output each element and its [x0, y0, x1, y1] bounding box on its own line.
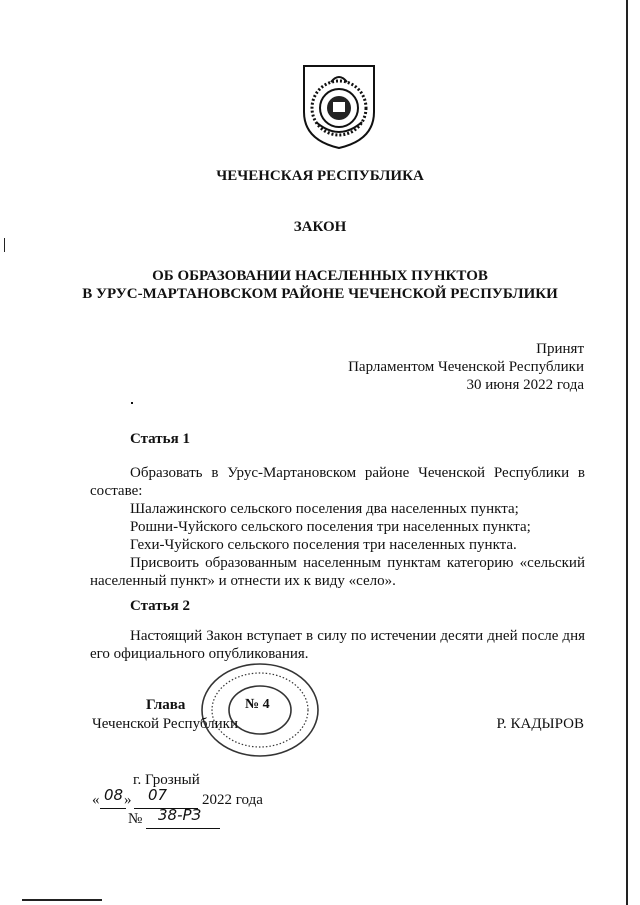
article-2-heading: Статья 2: [130, 598, 190, 614]
article-1-item-3: Гехи-Чуйского сельского поселения три населенных пункта.: [130, 537, 517, 553]
date-close-quote: »: [124, 792, 132, 808]
adoption-parliament: Парламентом Чеченской Республики: [348, 359, 584, 375]
signatory-name: Р. КАДЫРОВ: [496, 716, 584, 732]
date-day-handwritten: 08: [104, 786, 124, 804]
date-day-underline: [100, 808, 126, 809]
scan-edge-right: [626, 0, 628, 905]
article-2-paragraph-line-1: Настоящий Закон вступает в силу по истечении десяти дней после дня: [130, 628, 585, 644]
date-year: 2022 года: [202, 792, 263, 808]
place-of-signing: г. Грозный: [133, 772, 200, 788]
stray-dot: [131, 402, 133, 404]
article-1-paragraph-1-line-1: Образовать в Урус-Мартановском районе Чеченской Республики в: [130, 465, 585, 481]
law-number-underline: [146, 828, 220, 829]
article-1-paragraph-1-line-2: составе:: [90, 483, 143, 499]
date-open-quote: «: [92, 792, 100, 808]
article-1-item-1: Шалажинского сельского поселения два населенных пункта;: [130, 501, 519, 517]
signatory-title-line-2: Чеченской Республики: [92, 716, 238, 732]
adoption-accepted: Принят: [536, 341, 584, 357]
article-1-item-2: Рошни-Чуйского сельского поселения три населенных пункта;: [130, 519, 531, 535]
republic-heading: ЧЕЧЕНСКАЯ РЕСПУБЛИКА: [216, 168, 424, 184]
law-number-prefix: №: [128, 811, 143, 827]
law-number-handwritten: 38-РЗ: [158, 806, 202, 824]
coat-of-arms: [300, 62, 378, 150]
document-type: ЗАКОН: [293, 219, 347, 235]
law-title-line-1: ОБ ОБРАЗОВАНИИ НАСЕЛЕННЫХ ПУНКТОВ: [152, 268, 488, 284]
law-title-line-2: В УРУС-МАРТАНОВСКОМ РАЙОНЕ ЧЕЧЕНСКОЙ РЕСПУБЛИКИ: [82, 286, 558, 302]
article-1-heading: Статья 1: [130, 431, 190, 447]
article-1-paragraph-2-line-2: населенный пункт» и отнести их к виду «село».: [90, 573, 396, 589]
signatory-title-line-1: Глава: [146, 697, 186, 713]
article-2-paragraph-line-2: его официального опубликования.: [90, 646, 309, 662]
date-month-handwritten: 07: [148, 786, 168, 804]
article-1-paragraph-2-line-1: Присвоить образованным населенным пунктам категорию «сельский: [130, 555, 585, 571]
scan-edge-bottom: [22, 899, 102, 901]
scan-mark-left: [4, 238, 5, 252]
stamp-number: № 4: [245, 697, 270, 712]
adoption-date: 30 июня 2022 года: [466, 377, 584, 393]
